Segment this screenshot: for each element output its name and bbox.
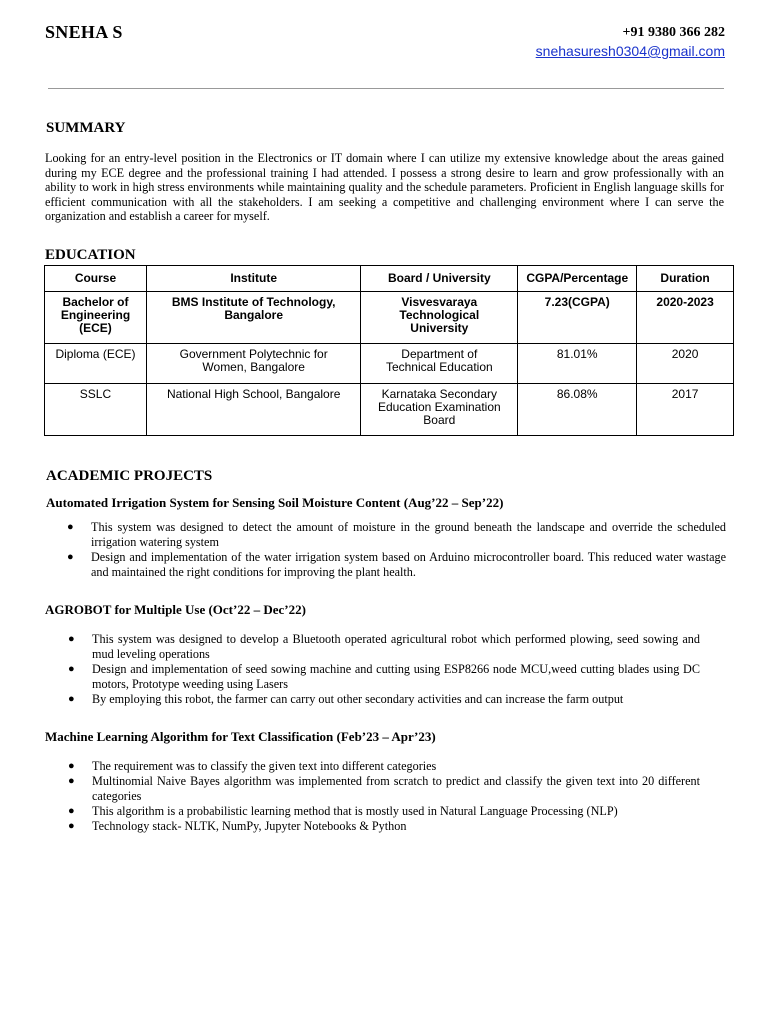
bullet-icon: ● [68, 633, 75, 645]
table-cell: Bachelor of Engineering (ECE) [45, 292, 147, 344]
bullet-text: This algorithm is a probabilistic learning method that is mostly used in Natural Language Processing (NLP) [92, 804, 618, 818]
table-row [45, 384, 734, 436]
list-item [68, 692, 700, 707]
bullet-icon: ● [68, 663, 75, 675]
bullet-icon: ● [67, 521, 74, 533]
table-cell: Diploma (ECE) [45, 344, 147, 384]
table-header-row [45, 266, 734, 292]
bullet-icon: ● [68, 760, 75, 772]
bullet-text: Design and implementation of seed sowing machine and cutting using ESP8266 node MCU,weed cutting blades using DC motors, Prototype weeding using Lasers [92, 662, 700, 691]
list-item [68, 804, 700, 819]
table-row [45, 292, 734, 344]
column-header: Course [45, 266, 147, 292]
table-cell: Government Polytechnic for Women, Bangalore [146, 344, 360, 384]
list-item [68, 819, 700, 834]
bullet-text: The requirement was to classify the given text into different categories [92, 759, 437, 773]
education-table [44, 265, 734, 436]
candidate-name: SNEHA S [45, 22, 123, 42]
table-cell: 81.01% [518, 344, 637, 384]
summary-text: Looking for an entry-level position in the Electronics or IT domain where I can utilize my extensive knowledge about the areas gained during my ECE degree and the professional training I had attended. I possess a strong desire to learn and grow professionally with an ability to work in high stress environments while maintaining quality and the schedule parameters. Proficient in English language skills for efficient communication with all the stakeholders. I am seeking a competitive and challenging environment where I can serve the organization and establish a career for myself. [45, 151, 724, 224]
list-item [68, 632, 700, 662]
bullet-icon: ● [67, 551, 74, 563]
column-header: Duration [637, 266, 734, 292]
bullet-icon: ● [68, 805, 75, 817]
project-bullets-ml [68, 759, 700, 834]
list-item [68, 662, 700, 692]
table-cell: Karnataka Secondary Education Examination Board [361, 384, 518, 436]
bullet-text: Multinomial Naive Bayes algorithm was implemented from scratch to predict and classify the given text into 20 different categories [92, 774, 700, 803]
phone-number: +91 9380 366 282 [622, 25, 725, 40]
email-link[interactable]: snehasuresh0304@gmail.com [535, 43, 725, 59]
bullet-text: By employing this robot, the farmer can carry out other secondary activities and can increase the farm output [92, 692, 624, 706]
bullet-icon: ● [68, 820, 75, 832]
table-cell: 7.23(CGPA) [518, 292, 637, 344]
bullet-text: This system was designed to detect the amount of moisture in the ground beneath the landscape and override the scheduled irrigation watering system [91, 520, 726, 549]
table-cell: 86.08% [518, 384, 637, 436]
bullet-text: Design and implementation of the water irrigation system based on Arduino microcontroller board. This reduced water wastage and maintained the right conditions for improving the plant health. [91, 550, 726, 579]
project-bullets-irrigation [67, 520, 726, 580]
table-row [45, 344, 734, 384]
column-header: Institute [146, 266, 360, 292]
table-cell: National High School, Bangalore [146, 384, 360, 436]
table-cell: 2020-2023 [637, 292, 734, 344]
project-bullets-agrobot [68, 632, 700, 707]
bullet-text: Technology stack- NLTK, NumPy, Jupyter Notebooks & Python [92, 819, 407, 833]
list-item [67, 550, 726, 580]
list-item [68, 774, 700, 804]
education-heading: EDUCATION [45, 247, 136, 263]
project-title-ml: Machine Learning Algorithm for Text Classification (Feb’23 – Apr’23) [45, 729, 436, 744]
column-header: Board / University [361, 266, 518, 292]
list-item [68, 759, 700, 774]
project-title-irrigation: Automated Irrigation System for Sensing Soil Moisture Content (Aug’22 – Sep’22) [46, 495, 504, 510]
bullet-icon: ● [68, 775, 75, 787]
list-item [67, 520, 726, 550]
table-cell: BMS Institute of Technology, Bangalore [146, 292, 360, 344]
table-cell: 2020 [637, 344, 734, 384]
table-cell: Department of Technical Education [361, 344, 518, 384]
column-header: CGPA/Percentage [518, 266, 637, 292]
table-cell: Visvesvaraya Technological University [361, 292, 518, 344]
table-cell: 2017 [637, 384, 734, 436]
bullet-icon: ● [68, 693, 75, 705]
projects-heading: ACADEMIC PROJECTS [46, 468, 213, 484]
project-title-agrobot: AGROBOT for Multiple Use (Oct’22 – Dec’22) [45, 602, 306, 617]
bullet-text: This system was designed to develop a Bluetooth operated agricultural robot which performed plowing, seed sowing and mud leveling operations [92, 632, 700, 661]
header-divider [48, 88, 724, 89]
table-cell: SSLC [45, 384, 147, 436]
summary-heading: SUMMARY [46, 120, 126, 136]
